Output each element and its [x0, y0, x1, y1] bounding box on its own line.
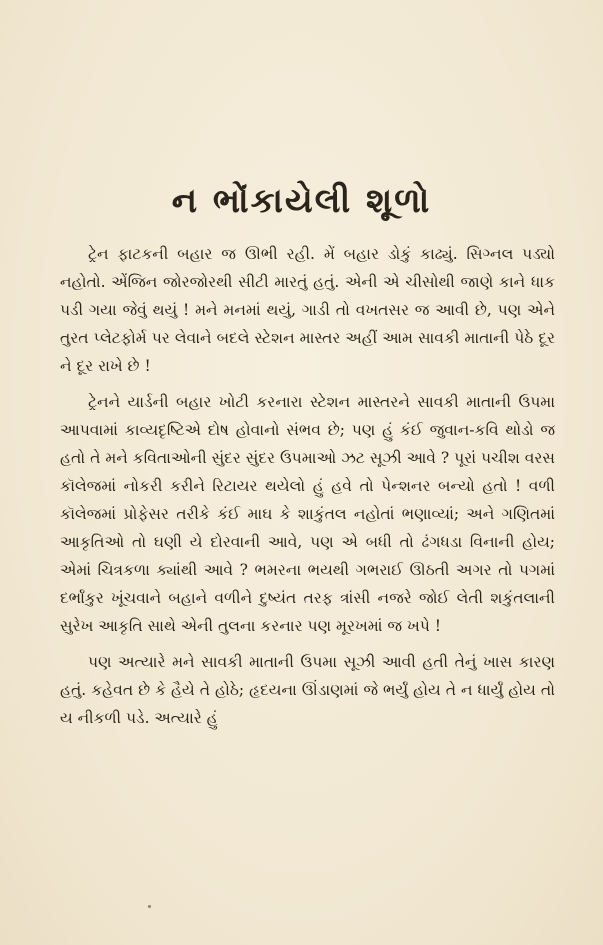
chapter-body [60, 240, 555, 732]
chapter-title: ન ભોંકાયેલી શૂળો [171, 180, 432, 221]
paragraph-1: ટ્રેન ફાટકની બહાર જ ઊભી રહી. મેં બહાર ડોકું કાઢ્યું. સિગ્નલ પડ્યો નહોતો. એંજિન જોરજોરથી સીટી મારતું હતું. એની એ ચીસોથી જાણે કાને ધાક પડી ગયા જેવું થયું ! મને મનમાં થયું, ગાડી તો વખતસર જ આવી છે, પણ એને તુરત પ્લેટફોર્મ પર લેવાને બદલે સ્ટેશન માસ્તર અહીં આમ સાવકી માતાની પેઠે દૂર ને દૂર રાખે છે ! [60, 245, 555, 375]
paragraph-3: પણ અત્યારે મને સાવકી માતાની ઉપમા સૂઝી આવી હતી તેનું ખાસ કારણ હતું. કહેવત છે કે હૈયે તે હોઠે; હૃદયના ઊંડાણમાં જે ભર્યું હોય તે ન ધાર્યું હોય તો ય નીકળી પડે. અત્યારે હું [60, 653, 555, 727]
print-speck [148, 905, 151, 908]
paragraph-2: ટ્રેનને યાર્ડની બહાર ખોટી કરનારા સ્ટેશન માસ્તરને સાવકી માતાની ઉપમા આપવામાં કાવ્યદૃષ્ટિએ દોષ હોવાનો સંભવ છે; પણ હું કંઈ જુવાન-કવિ થોડો જ હતો તે મને કવિતાઓની સુંદર સુંદર ઉપમાઓ ઝટ સૂઝી આવે ? પૂરાં પચીશ વરસ કૉલેજમાં નોકરી કરીને રિટાયર થયેલો હું હવે તો પેન્શનર બન્યો હતો ! વળી કૉલેજમાં પ્રોફેસર તરીકે કંઈ માઘ કે શાકુંતલ નહોતાં ભણાવ્યાં; અને ગણિતમાં આકૃતિઓ તો ઘણી યે દોરવાની આવે, પણ એ બધી તો ઢંગધડા વિનાની હોય; એમાં ચિત્રકળા ક્યાંથી આવે ? ભમરના ભયથી ગભરાઈ ઊઠતી અગર તો પગમાં દર્ભાંકુર ખૂંચવાને બહાને વળીને દુષ્યંત તરફ ત્રાંસી નજરે જોઈ લેતી શકુંતલાની સુરેખ આકૃતિ સાથે એની તુલના કરનાર પણ મૂરખમાં જ ખપે ! [60, 393, 555, 635]
